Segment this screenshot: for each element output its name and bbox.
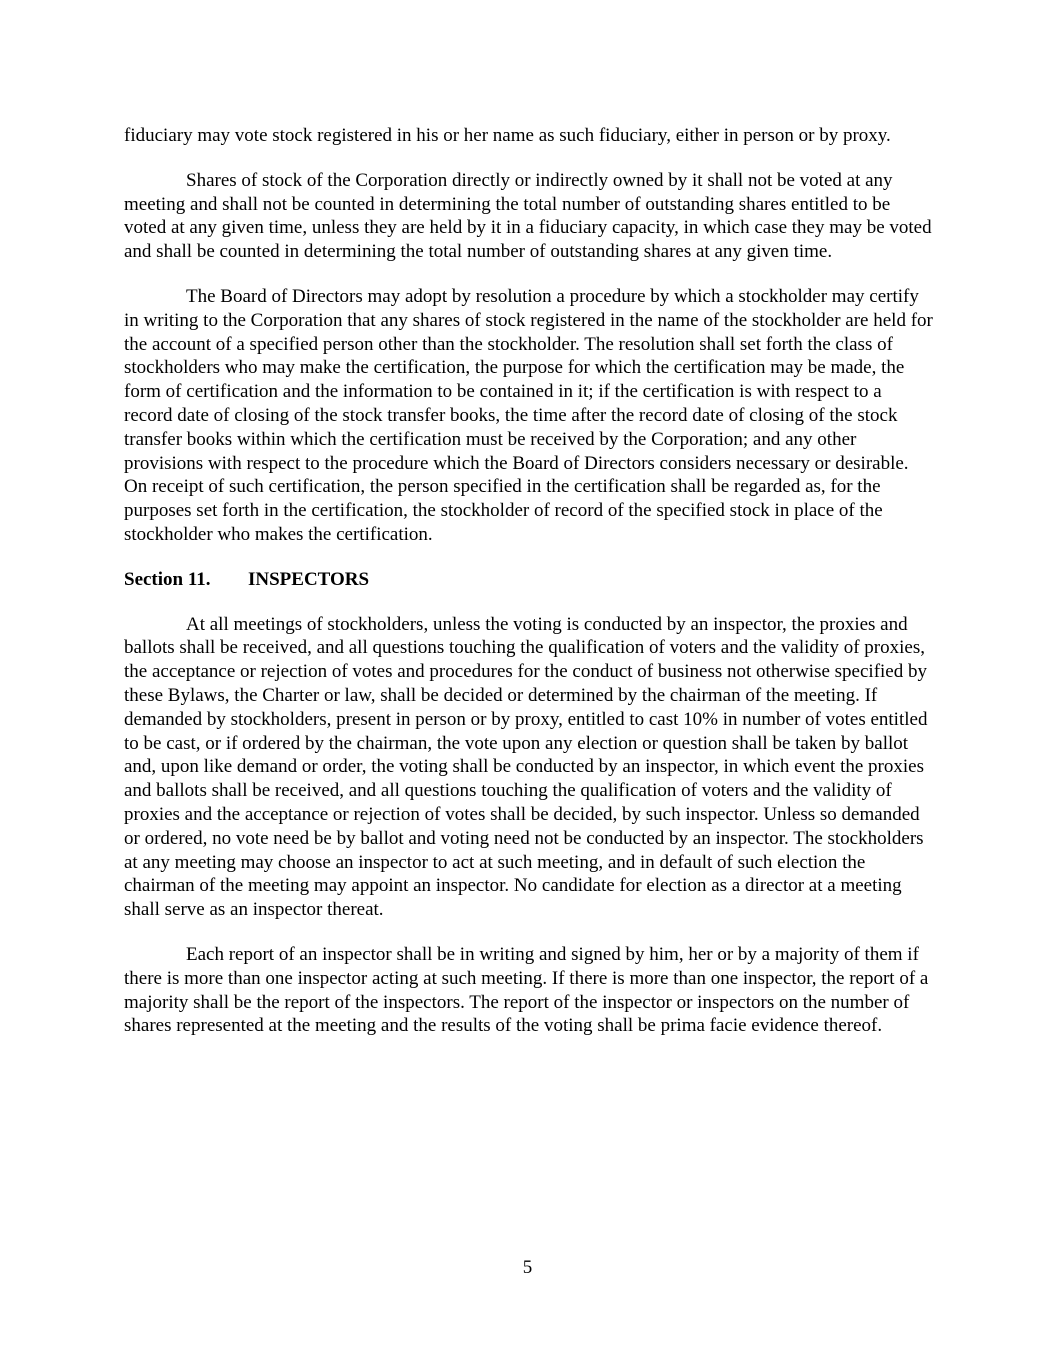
section-title: INSPECTORS bbox=[248, 568, 370, 590]
paragraph-board-certification-procedure: The Board of Directors may adopt by resolution a procedure by which a stockholder may certify in writing to the Corporation that any shares of stock registered in the name of the stockholder are held for the account of a specified person other than the stockholder. The resolution shall set forth the class of stockholders who may make the certification, the purpose for which the certification may be made, the form of certification and the information to be contained in it; if the certification is with respect to a record date of closing of the stock transfer books, the time after the record date of closing of the stock transfer books within which the certification must be received by the Corporation; and any other provisions with respect to the procedure which the Board of Directors considers necessary or desirable. On receipt of such certification, the person specified in the certification shall be regarded as, for the purposes set forth in the certification, the stockholder of record of the specified stock in place of the stockholder who makes the certification. bbox=[124, 285, 933, 545]
section-label: Section 11. bbox=[124, 568, 211, 590]
paragraph-fiduciary-continuation: fiduciary may vote stock registered in his or her name as such fiduciary, either in person or by proxy. bbox=[124, 125, 891, 146]
paragraph-corporation-owned-shares: Shares of stock of the Corporation directly or indirectly owned by it shall not be voted at any meeting and shall not be counted in determining the total number of outstanding shares entitled to be voted at any given time, unless they are held by it in a fiduciary capacity, in which case they may be voted and shall be counted in determining the total number of outstanding shares at any given time. bbox=[124, 169, 932, 263]
document-page bbox=[124, 124, 934, 1059]
section-heading bbox=[124, 568, 934, 592]
page-number: 5 bbox=[522, 1257, 533, 1278]
paragraph-inspector-report: Each report of an inspector shall be in writing and signed by him, her or by a majority of them if there is more than one inspector acting at such meeting. If there is more than one inspector, the report of a majority shall be the report of the inspectors. The report of the inspector or inspectors on the number of shares represented at the meeting and the results of the voting shall be prima facie evidence thereof. bbox=[124, 943, 929, 1037]
paragraph-inspector-voting: At all meetings of stockholders, unless the voting is conducted by an inspector, the proxies and ballots shall be received, and all questions touching the qualification of voters and the validity of proxies, the acceptance or rejection of votes and procedures for the conduct of business not otherwise specified by these Bylaws, the Charter or law, shall be decided or determined by the chairman of the meeting. If demanded by stockholders, present in person or by proxy, entitled to cast 10% in number of votes entitled to be cast, or if ordered by the chairman, the vote upon any election or question shall be taken by ballot and, upon like demand or order, the voting shall be conducted by an inspector, in which event the proxies and ballots shall be received, and all questions touching the qualification of voters and the validity of proxies and the acceptance or rejection of votes shall be decided, by such inspector. Unless so demanded or ordered, no vote need be by ballot and voting need not be conducted by an inspector. The stockholders at any meeting may choose an inspector to act at such meeting, and in default of such election the chairman of the meeting may appoint an inspector. No candidate for election as a director at a meeting shall serve as an inspector thereat. bbox=[124, 613, 928, 921]
